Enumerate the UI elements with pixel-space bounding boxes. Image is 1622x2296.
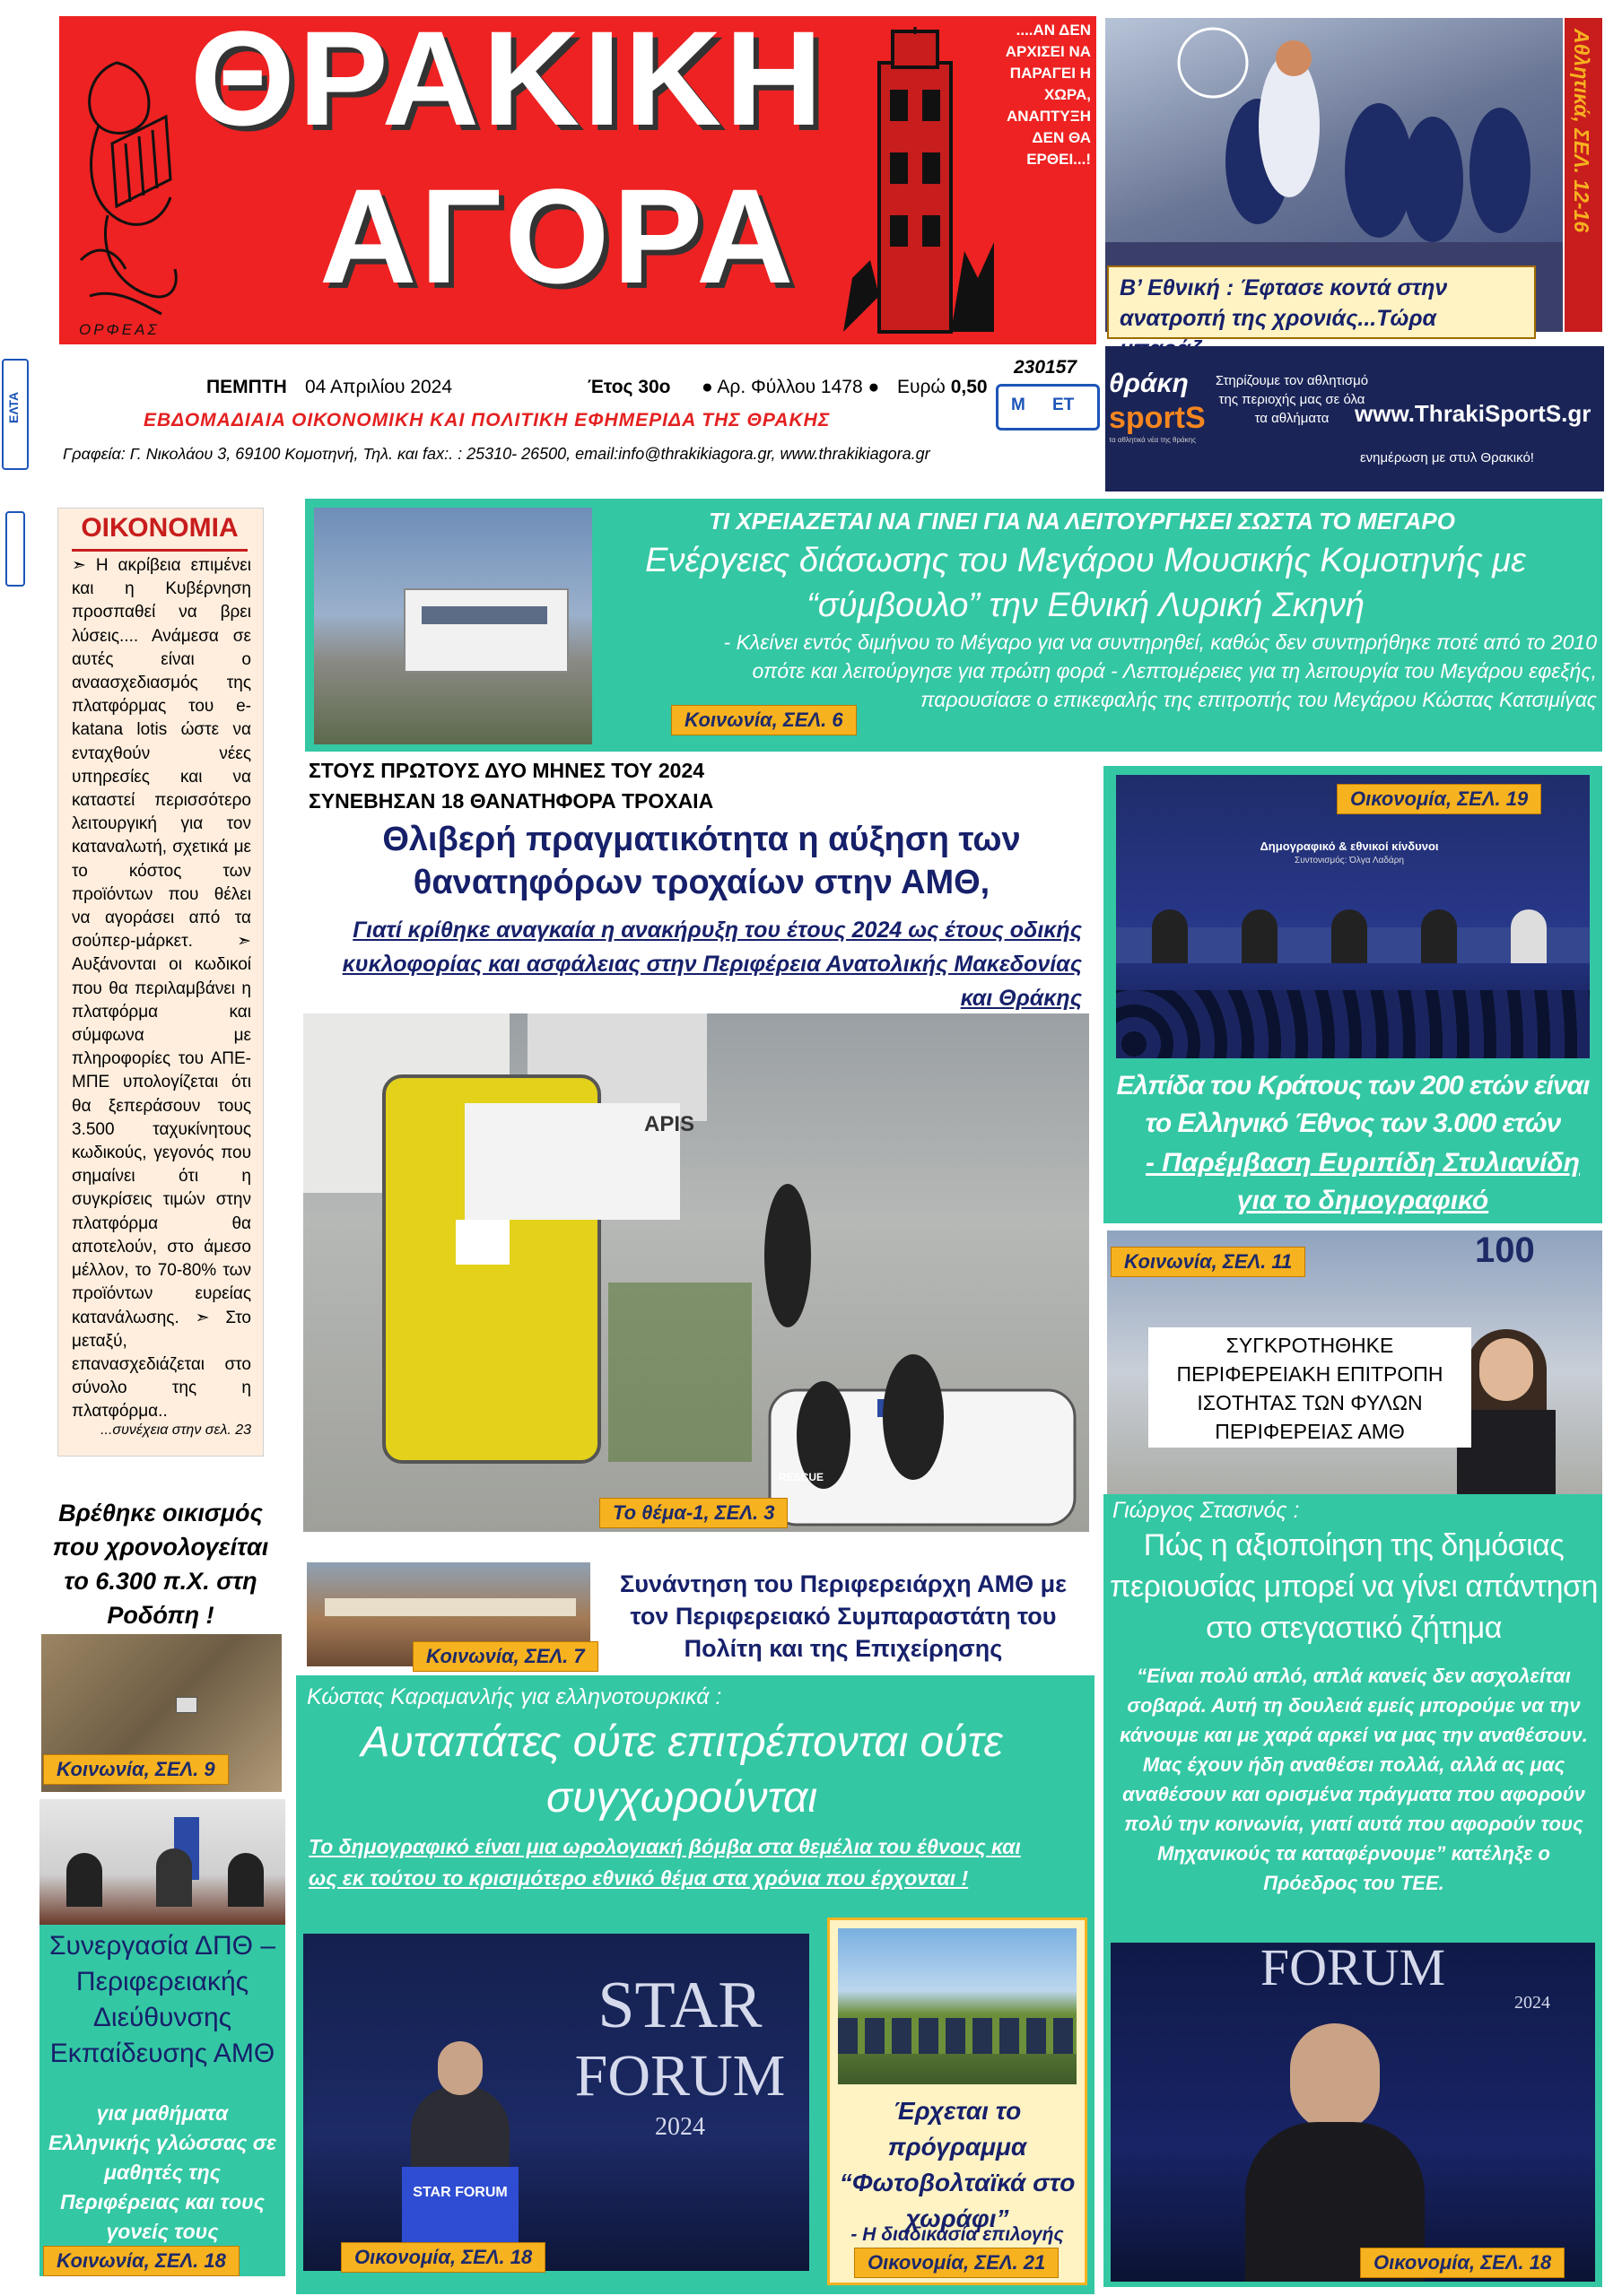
traffic-headline: Θλιβερή πραγματικότητα η αύξηση των θανατηφόρων τροχαίων στην ΑΜΘ, bbox=[382, 821, 1021, 901]
traffic-kicker-2: ΣΥΝΕΒΗΣΑΝ 18 ΘΑΝΑΤΗΦΟΡΑ ΤΡΟΧΑΙΑ bbox=[309, 789, 714, 813]
ad-url[interactable]: www.ThrakiSportS.gr bbox=[1355, 400, 1591, 427]
photo-rescue: RESCUE bbox=[779, 1471, 824, 1483]
solar-sub: - Η διαδικασία επιλογής bbox=[850, 2224, 1064, 2245]
sports-vertical-label: Αθλητικά, ΣΕΛ. 12-16 bbox=[1570, 29, 1593, 233]
meeting-headline: Συνάντηση του Περιφερειάρχη ΑΜΘ με τον Περιφερειακό Συμπαραστάτη του Πολίτη και της Επιχείρησης bbox=[620, 1570, 1067, 1662]
megaro-tag[interactable]: Κοινωνία, ΣΕΛ. 6 bbox=[671, 705, 857, 735]
panel-screen-title: Δημογραφικό & εθνικοί κίνδυνοι bbox=[1260, 839, 1439, 853]
paper-address: Γραφεία: Γ. Νικολάου 3, 69100 Κομοτηνή, Τηλ. και fax:. : 25310- 26500, email:info@thrakikiagora.gr, www.thrakikiagora.gr bbox=[63, 445, 930, 463]
dpth-meeting-photo bbox=[39, 1799, 285, 1925]
equality-headline-box bbox=[1148, 1327, 1471, 1448]
photo-sign-apis: APIS bbox=[644, 1112, 695, 1136]
demographic-headline: Ελπίδα του Κράτους των 200 ετών είναι το Ελληνικό Έθνος των 3.000 ετών bbox=[1116, 1071, 1590, 1138]
ad-logo-sub: τα αθλητικά νέα της θράκης bbox=[1109, 436, 1196, 444]
dpth-sub: για μαθήματα Ελληνικής γλώσσας σε μαθητές της Περιφέρειας και τους γονείς τους bbox=[48, 2101, 276, 2243]
ad-tagline: ενημέρωση με στυλ Θρακικό! bbox=[1360, 450, 1534, 465]
met-logo-et: ΕΤ bbox=[1052, 396, 1075, 414]
karamanlis-kicker: Κώστας Καραμανλής για ελληνοτουρκικά : bbox=[307, 1684, 722, 1709]
megaro-photo bbox=[314, 508, 592, 744]
issue-number-text: Αρ. Φύλλου 1478 bbox=[717, 377, 863, 397]
stasinos-headline: Πώς η αξιοποίηση της δημόσιας περιουσίας μπορεί να γίνει απάντηση στο στεγαστικό ζήτημα bbox=[1110, 1528, 1598, 1645]
title-line-1: ΘΡΑΚΙΚΗ bbox=[190, 3, 826, 153]
title-line-2: ΑΓΟΡΑ bbox=[319, 161, 798, 311]
orpheus-logo bbox=[63, 27, 188, 341]
price-value: 0,50 bbox=[950, 377, 988, 397]
ambulance-photo bbox=[303, 1013, 1089, 1532]
stasinos-screen-text: FORUM bbox=[1260, 1943, 1446, 1996]
paper-subtitle: ΕΒΔΟΜΑΔΙΑΙΑ ΟΙΚΟΝΟΜΙΚΗ ΚΑΙ ΠΟΛΙΤΙΚΗ ΕΦΗΜΕΡΙΔΑ ΤΗΣ ΘΡΑΚΗΣ bbox=[144, 410, 831, 430]
ad-logo-box bbox=[1109, 368, 1206, 457]
economy-continued: ...συνέχεια στην σελ. 23 bbox=[100, 1422, 251, 1438]
price bbox=[897, 377, 988, 398]
elta-badge bbox=[2, 359, 29, 470]
demographic-sub: - Παρέμβαση Ευριπίδη Στυλιανίδη για το δημογραφικό bbox=[1145, 1148, 1581, 1215]
equality-wall-text: 100 bbox=[1475, 1231, 1535, 1270]
sports-headline bbox=[1107, 265, 1536, 339]
issue-code: 230157 bbox=[1014, 357, 1077, 378]
karamanlis-podium-text: STAR FORUM bbox=[413, 2185, 508, 2200]
traffic-kicker-1: ΣΤΟΥΣ ΠΡΩΤΟΥΣ ΔΥΟ ΜΗΝΕΣ ΤΟΥ 2024 bbox=[309, 759, 705, 782]
ad-logo-line1: θράκη bbox=[1109, 369, 1189, 398]
karamanlis-photo bbox=[303, 1934, 809, 2271]
solar-tag[interactable]: Οικονομία, ΣΕΛ. 21 bbox=[854, 2248, 1059, 2278]
met-logo bbox=[996, 384, 1100, 430]
economy-body: ➣ Η ακρίβεια επιμένει και η Κυβέρνηση προσπαθεί να βρει λύσεις.... Ανάμεσα σε αυτές είναι ο αναασχεδιασμός της πλατφόρμας του e-katana lotis ώστε να ενταχθούν νέες υπηρεσίες και να καταστεί περισσότερο λειτουργική για τον καταναλωτή, σχετικά με το κόστος των προϊόντων που θέλει να αγοράσει από τα σούπερ-μάρκετ. ➣ Αυξάνονται οι κωδικοί που θα περιλαμβάνει η πλατφόρμα και σύμφωνα με πληροφορίες του ΑΠΕ-ΜΠΕ υπολογίζεται ότι θα ξεπεράσουν τους 3.500 ταχυκίνητους κωδικούς, γεγονός που σημαίνει ότι η συγκρίσεις τιμών στην πλατφόρμα θα αποτελούν, στο άμεσο μέλλον, το 70-80% των προϊόντων ευρείας κατανάλωσης. ➣ Στο μεταξύ, επανασχεδιάζεται στο σύνολο της η πλατφόρμα.. bbox=[72, 556, 251, 1422]
economy-divider bbox=[72, 549, 248, 552]
met-side-badge bbox=[5, 511, 25, 587]
karamanlis-sub: Το δημογραφικό είναι μια ωρολογιακή βόμβα στα θεμέλια του έθνους και ως εκ τούτου το κρισιμότερο εθνικό θέμα στα χρόνια που έρχονται ! bbox=[309, 1835, 1021, 1890]
karamanlis-screen-year: 2024 bbox=[655, 2113, 705, 2141]
stasinos-kicker: Γιώργος Στασινός : bbox=[1112, 1498, 1300, 1523]
megaro-kicker: ΤΙ ΧΡΕΙΑΖΕΤΑΙ ΝΑ ΓΙΝΕΙ ΓΙΑ ΝΑ ΛΕΙΤΟΥΡΓΗΣΕΙ ΣΩΣΤΑ ΤΟ ΜΕΓΑΡΟ bbox=[709, 508, 1455, 535]
logo-caption: ΟΡΦΕΑΣ bbox=[79, 321, 160, 338]
stasinos-tag[interactable]: Οικονομία, ΣΕΛ. 18 bbox=[1360, 2248, 1565, 2278]
clock-tower-illustration bbox=[843, 27, 996, 341]
elta-label: ΕΛΤΑ bbox=[6, 391, 21, 423]
equality-tag[interactable]: Κοινωνία, ΣΕΛ. 11 bbox=[1111, 1247, 1305, 1277]
issue-number: ● Αρ. Φύλλου 1478 ● bbox=[702, 377, 880, 397]
met-logo-m: Μ bbox=[1011, 396, 1025, 414]
megaro-headline: Ενέργειες διάσωσης του Μεγάρου Μουσικής Κομοτηνής με “σύμβουλο” την Εθνική Λυρική Σκηνή bbox=[645, 542, 1526, 624]
traffic-sub: Γιατί κρίθηκε αναγκαία η ανακήρυξη του έτους 2024 ως έτους οδικής κυκλοφορίας και ασφάλειας στην Περιφέρεια Ανατολικής Μακεδονίας και Θράκης bbox=[342, 918, 1082, 1011]
panel-screen-sub: Συντονισμός: Όλγα Λαδάρη bbox=[1295, 856, 1404, 865]
issue-date: 04 Απριλίου 2024 bbox=[305, 377, 453, 397]
karamanlis-screen-line1: STAR bbox=[597, 1969, 763, 2042]
ad-text: Στηρίζουμε τον αθλητισμό της περιοχής μας σε όλα τα αθλήματα bbox=[1215, 373, 1369, 426]
ad-logo-line2: sportS bbox=[1109, 401, 1206, 435]
solar-headline: Έρχεται το πρόγραμμα “Φωτοβολταϊκά στο χωράφι” bbox=[839, 2097, 1076, 2232]
sports-vertical-bar bbox=[1565, 18, 1602, 332]
megaro-body: - Κλείνει εντός διμήνου το Μέγαρο για να συντηρηθεί, καθώς δεν συντηρήθηκε ποτέ από το 2010 οπότε και λειτούργησε για πρώτη φορά - Λεπτομέρειες για τη λειτουργία του Μεγάρου εφεξής, παρουσίασε ο επικεφαλής της επιτροπής του Μεγάρου Κώστας Κατσιμίγας bbox=[723, 631, 1597, 711]
stasinos-body: “Είναι πολύ απλό, απλά κανείς δεν ασχολείται σοβαρά. Αυτή τη δουλειά εμείς μπορούμε να την κάνουμε και με χαρά αρκεί να μας την αναθέσουν. Μας έχουν ήδη αναθέσει πολλά, αλλά ας μας αναθέσουν και ορισμένα πράγματα που αφορούν πολύ την κοινωνία, γιατί αυτά που αφορούν τους Μηχανικούς τα καταφέρνουμε” κατέληξε ο Πρόεδρος του ΤΕΕ. bbox=[1120, 1665, 1588, 1894]
issue-day: ΠΕΜΠΤΗ bbox=[206, 377, 287, 397]
karamanlis-headline: Αυταπάτες ούτε επιτρέπονται ούτε συγχωρούνται bbox=[361, 1718, 1003, 1822]
karamanlis-screen-line2: FORUM bbox=[574, 2043, 786, 2109]
settlement-tag[interactable]: Κοινωνία, ΣΕΛ. 9 bbox=[43, 1754, 229, 1785]
stasinos-screen-year: 2024 bbox=[1514, 1993, 1550, 2013]
slogan: ....ΑΝ ΔΕΝ ΑΡΧΙΣΕΙ ΝΑ ΠΑΡΑΓΕΙ Η ΧΩΡΑ, ΑΝΑΠΤΥΞΗ ΔΕΝ ΘΑ ΕΡΘΕΙ...! bbox=[1005, 22, 1091, 168]
demographic-tag[interactable]: Οικονομία, ΣΕΛ. 19 bbox=[1337, 784, 1541, 814]
price-label: Ευρώ bbox=[897, 377, 946, 397]
settlement-headline: Βρέθηκε οικισμός που χρονολογείται το 6.300 π.Χ. στη Ροδόπη ! bbox=[52, 1500, 269, 1629]
karamanlis-tag[interactable]: Οικονομία, ΣΕΛ. 18 bbox=[341, 2242, 545, 2273]
stasinos-photo bbox=[1111, 1943, 1595, 2282]
issue-year: Έτος 30ο bbox=[588, 377, 671, 397]
solar-photo bbox=[838, 1928, 1077, 2084]
sports-headline-text: Β’ Εθνική : Έφτασε κοντά στην ανατροπή της χρονιάς...Τώρα bbox=[1120, 275, 1448, 331]
meeting-tag[interactable]: Κοινωνία, ΣΕΛ. 7 bbox=[413, 1641, 598, 1672]
dpth-headline: Συνεργασία ΔΠΘ – Περιφερειακής Διεύθυνσης Εκπαίδευσης ΑΜΘ bbox=[49, 1931, 275, 2068]
traffic-tag[interactable]: Το θέμα-1, ΣΕΛ. 3 bbox=[599, 1498, 788, 1528]
economy-heading: ΟΙΚΟΝΟΜΙΑ bbox=[81, 513, 239, 543]
panel-photo bbox=[1116, 775, 1590, 1058]
dpth-tag[interactable]: Κοινωνία, ΣΕΛ. 18 bbox=[43, 2246, 240, 2276]
equality-headline: ΣΥΓΚΡΟΤΗΘΗΚΕ ΠΕΡΙΦΕΡΕΙΑΚΗ ΕΠΙΤΡΟΠΗ ΙΣΟΤΗΤΑΣ ΤΩΝ ΦΥΛΩΝ ΠΕΡΙΦΕΡΕΙΑΣ ΑΜΘ bbox=[1176, 1334, 1443, 1443]
